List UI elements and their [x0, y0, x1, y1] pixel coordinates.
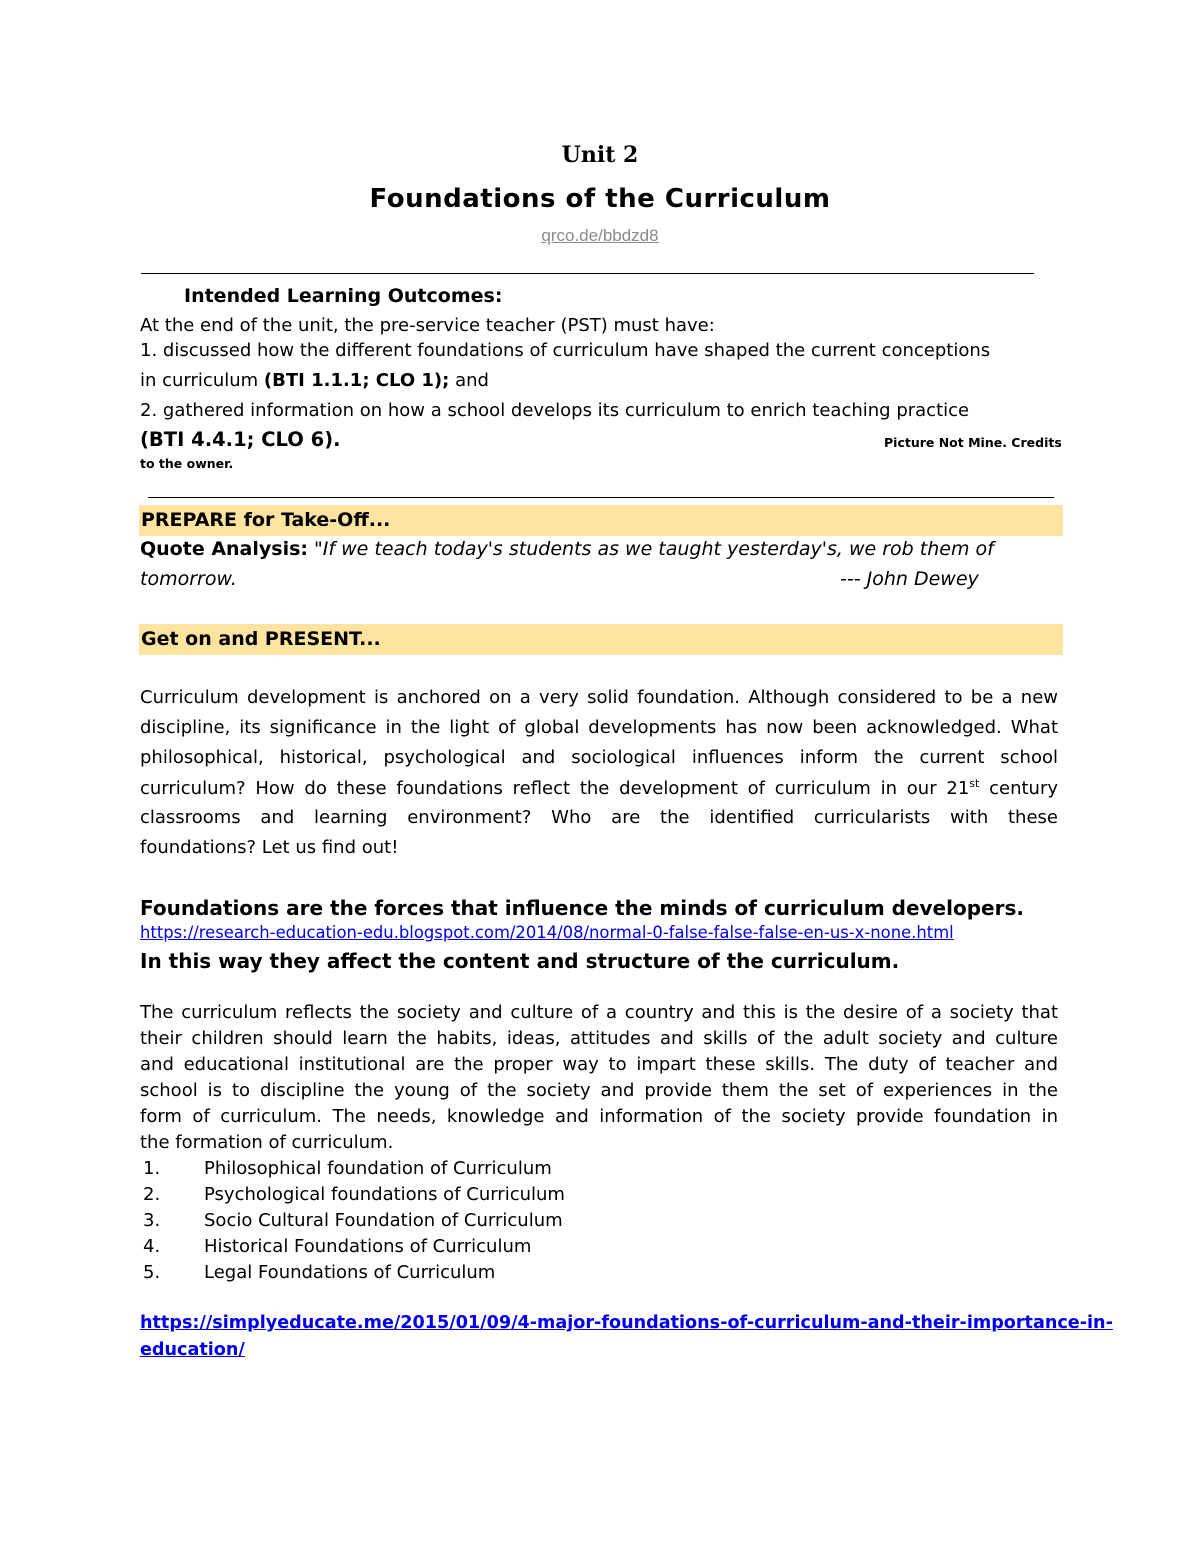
- outcome-item-2: 2. gathered information on how a school develops its curriculum to enrich teaching practice: [140, 400, 970, 421]
- list-item: Legal Foundations of Curriculum: [204, 1262, 496, 1283]
- list-item: Socio Cultural Foundation of Curriculum: [204, 1210, 563, 1231]
- present-para-line: Curriculum development is anchored on a very solid foundation. Although considered to be a new: [140, 687, 1058, 708]
- foundations-para-line: their children should learn the habits, ideas, attitudes and skills of the adult society and culture: [140, 1028, 1058, 1049]
- ordinal-suffix: st: [969, 777, 980, 790]
- quote-author: --- John Dewey: [840, 568, 979, 590]
- list-item: Historical Foundations of Curriculum: [204, 1236, 532, 1257]
- outcomes-heading: Intended Learning Outcomes:: [184, 285, 503, 307]
- present-para-text: curriculum? How do these foundations reflect the development of curriculum in our 21: [140, 778, 970, 799]
- present-heading: Get on and PRESENT...: [141, 628, 381, 650]
- present-para-text-end: century: [979, 778, 1058, 799]
- foundations-para-line: The curriculum reflects the society and culture of a country and this is the desire of a society that: [140, 1002, 1058, 1023]
- outcome-item-1: 1. discussed how the different foundations of curriculum have shaped the current conceptions: [140, 340, 991, 361]
- outcome-item-1-text: in curriculum: [140, 370, 264, 391]
- quote-label: Quote Analysis:: [140, 538, 308, 560]
- foundations-para-line: school is to discipline the young of the society and provide them the set of experiences in the: [140, 1080, 1058, 1101]
- foundations-statement-2: In this way they affect the content and structure of the curriculum.: [140, 949, 900, 973]
- list-number: 2.: [143, 1184, 161, 1205]
- foundations-para-line: form of curriculum. The needs, knowledge and information of the society provide foundation in: [140, 1106, 1058, 1127]
- prepare-heading: PREPARE for Take-Off...: [141, 509, 391, 531]
- picture-credit-cont: to the owner.: [140, 456, 234, 471]
- prepare-band: [139, 505, 1063, 536]
- qr-link[interactable]: qrco.de/bbdzd8: [541, 226, 659, 245]
- outcome-item-1-code: (BTI 1.1.1; CLO 1);: [263, 370, 450, 391]
- outcomes-intro: At the end of the unit, the pre-service teacher (PST) must have:: [140, 315, 715, 336]
- list-number: 3.: [143, 1210, 161, 1231]
- page-title: Foundations of the Curriculum: [369, 184, 831, 214]
- present-para-line: classrooms and learning environment? Who are the identified curricularists with these: [140, 807, 1058, 828]
- outcome-item-1-end: and: [449, 370, 489, 391]
- outcome-item-1-cont: [140, 370, 489, 391]
- present-para-line: [140, 777, 1058, 799]
- list-item: Psychological foundations of Curriculum: [204, 1184, 565, 1205]
- present-band: [139, 624, 1063, 655]
- present-para-line: philosophical, historical, psychological and sociological influences inform the current school: [140, 747, 1058, 768]
- outcome-item-2-code: (BTI 4.4.1; CLO 6).: [140, 428, 341, 451]
- list-number: 5.: [143, 1262, 161, 1283]
- research-link[interactable]: https://research-education-edu.blogspot.com/2014/08/normal-0-false-false-false-en-us-x-none.html: [140, 923, 954, 942]
- middle-divider: [148, 497, 1054, 498]
- list-number: 1.: [143, 1158, 161, 1179]
- quote-text: "If we teach today's students as we taught yesterday's, we rob them of: [308, 538, 994, 560]
- quote-line-2: tomorrow.: [140, 568, 237, 590]
- present-para-line: discipline, its significance in the light of global developments has now been acknowledged. What: [140, 717, 1058, 738]
- foundations-para-line: the formation of curriculum.: [140, 1132, 394, 1153]
- foundations-statement-1: Foundations are the forces that influence the minds of curriculum developers.: [140, 896, 1024, 920]
- list-item: Philosophical foundation of Curriculum: [204, 1158, 552, 1179]
- foundations-para-line: and educational institutional are the proper way to impart these skills. The duty of teacher and: [140, 1054, 1058, 1075]
- picture-credit: Picture Not Mine. Credits: [884, 435, 1062, 450]
- present-para-line: foundations? Let us find out!: [140, 837, 399, 858]
- top-divider: [141, 273, 1034, 274]
- simplyeducate-link[interactable]: https://simplyeducate.me/2015/01/09/4-major-foundations-of-curriculum-and-their-importance-in-: [140, 1313, 1113, 1333]
- list-number: 4.: [143, 1236, 161, 1257]
- unit-label: Unit 2: [561, 142, 639, 168]
- quote-line-1: [140, 538, 994, 560]
- simplyeducate-link-cont[interactable]: education/: [140, 1340, 245, 1360]
